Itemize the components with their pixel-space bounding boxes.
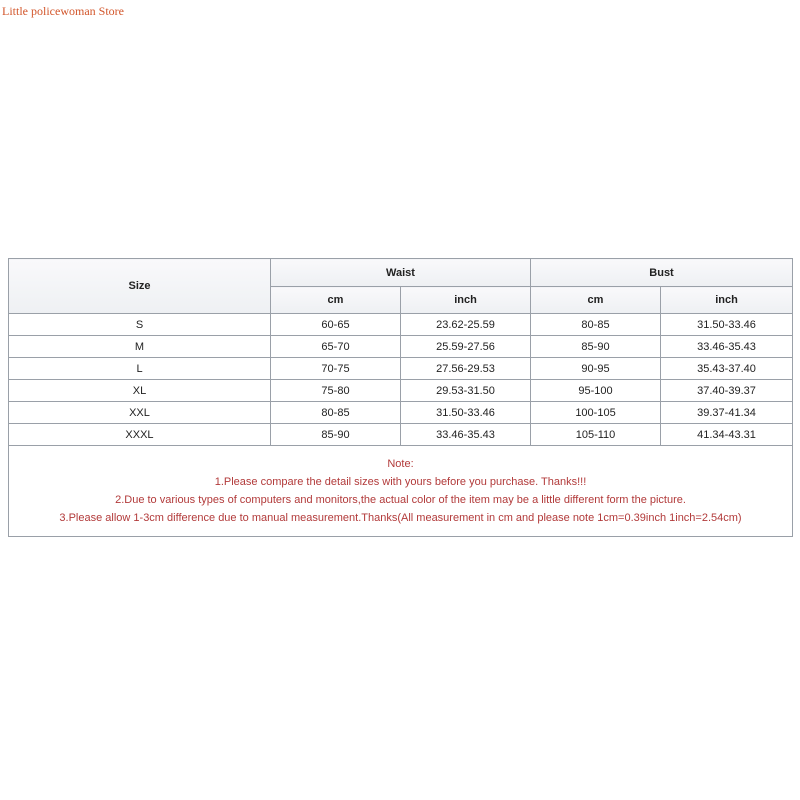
cell-size: XXL	[9, 402, 271, 424]
cell-bust-cm: 105-110	[531, 424, 661, 446]
cell-waist-cm: 65-70	[271, 336, 401, 358]
bust-inch-header: inch	[661, 287, 793, 314]
size-rows	[9, 314, 793, 446]
cell-waist-inch: 29.53-31.50	[401, 380, 531, 402]
cell-size: XXXL	[9, 424, 271, 446]
cell-bust-inch: 37.40-39.37	[661, 380, 793, 402]
table-row	[9, 380, 793, 402]
cell-bust-cm: 90-95	[531, 358, 661, 380]
table-row	[9, 402, 793, 424]
note-line-2: 2.Due to various types of computers and monitors,the actual color of the item may be a little different form the picture.	[115, 494, 686, 506]
cell-waist-cm: 75-80	[271, 380, 401, 402]
cell-bust-inch: 39.37-41.34	[661, 402, 793, 424]
cell-size: L	[9, 358, 271, 380]
table-row	[9, 358, 793, 380]
bust-cm-header: cm	[531, 287, 661, 314]
bust-header: Bust	[531, 259, 793, 287]
waist-header: Waist	[271, 259, 531, 287]
waist-cm-header: cm	[271, 287, 401, 314]
cell-bust-inch: 35.43-37.40	[661, 358, 793, 380]
cell-size: XL	[9, 380, 271, 402]
note-line-1: 1.Please compare the detail sizes with yours before you purchase. Thanks!!!	[214, 476, 587, 488]
waist-inch-header: inch	[401, 287, 531, 314]
cell-bust-cm: 100-105	[531, 402, 661, 424]
cell-waist-inch: 31.50-33.46	[401, 402, 531, 424]
store-name: Little policewoman Store	[2, 4, 124, 18]
cell-bust-cm: 95-100	[531, 380, 661, 402]
cell-bust-inch: 31.50-33.46	[661, 314, 793, 336]
cell-size: M	[9, 336, 271, 358]
cell-waist-inch: 25.59-27.56	[401, 336, 531, 358]
size-chart-table	[8, 258, 793, 537]
table-row	[9, 424, 793, 446]
cell-bust-inch: 33.46-35.43	[661, 336, 793, 358]
notes-cell	[9, 446, 793, 537]
cell-waist-cm: 85-90	[271, 424, 401, 446]
cell-waist-inch: 27.56-29.53	[401, 358, 531, 380]
table-row	[9, 336, 793, 358]
cell-bust-cm: 80-85	[531, 314, 661, 336]
cell-waist-cm: 60-65	[271, 314, 401, 336]
cell-waist-inch: 33.46-35.43	[401, 424, 531, 446]
note-title: Note:	[387, 458, 414, 470]
cell-bust-cm: 85-90	[531, 336, 661, 358]
cell-waist-inch: 23.62-25.59	[401, 314, 531, 336]
cell-waist-cm: 80-85	[271, 402, 401, 424]
cell-size: S	[9, 314, 271, 336]
note-line-3: 3.Please allow 1-3cm difference due to manual measurement.Thanks(All measurement in cm and please note 1cm=0.39inch 1inch=2.54cm)	[59, 512, 742, 524]
cell-waist-cm: 70-75	[271, 358, 401, 380]
cell-bust-inch: 41.34-43.31	[661, 424, 793, 446]
table-row	[9, 314, 793, 336]
size-header: Size	[9, 259, 271, 314]
